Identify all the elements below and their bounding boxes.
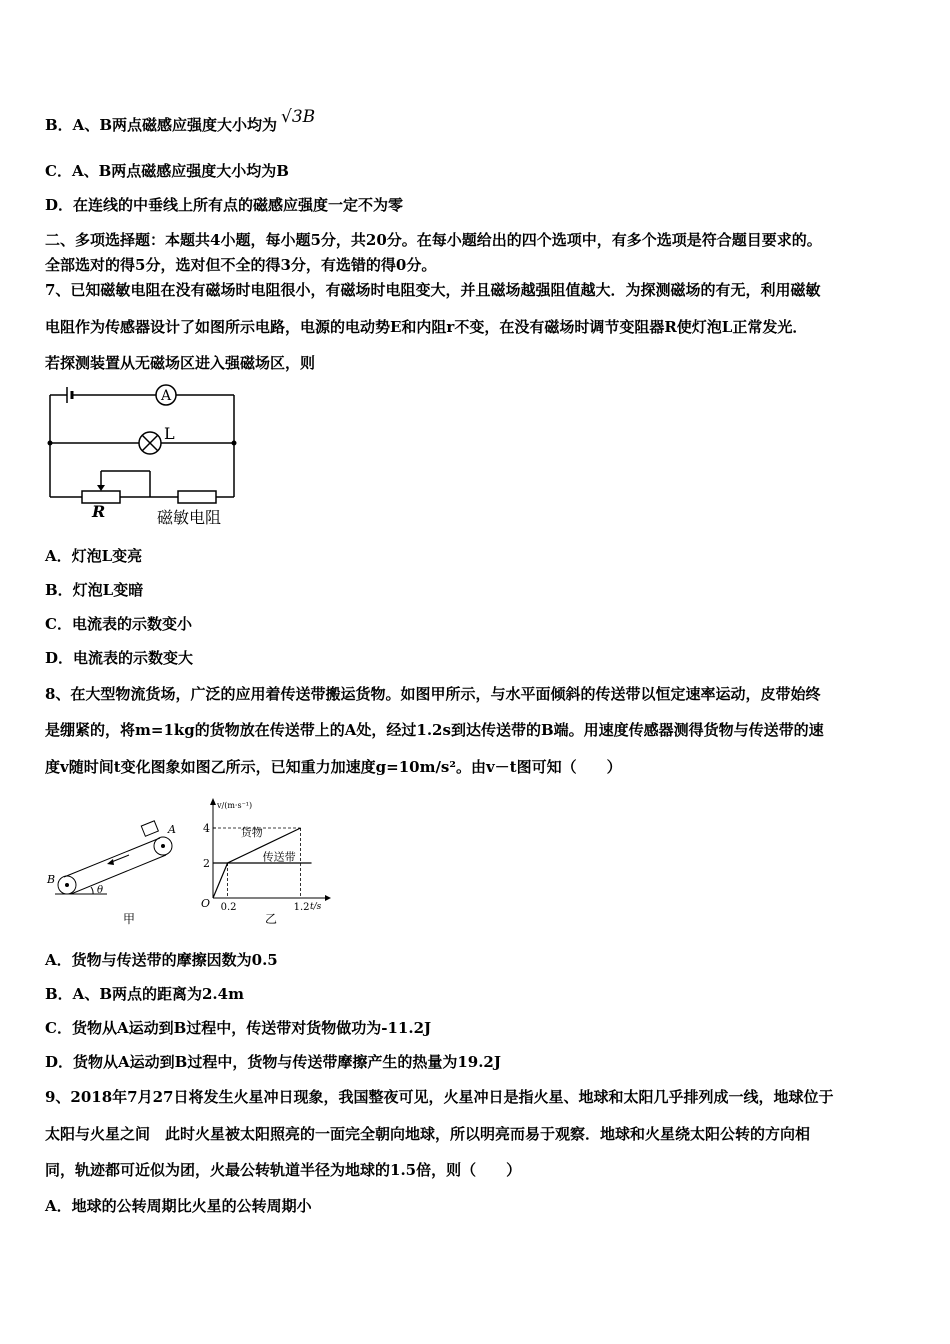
x-tick-label-1: 1.2	[293, 902, 310, 913]
q9-option-a: A．地球的公转周期比火星的公转周期小	[45, 1197, 312, 1215]
q7-option-d: D．电流表的示数变大	[45, 649, 194, 667]
q8-option-c: C．货物从A运动到B过程中，传送带对货物做功为-11.2J	[45, 1019, 432, 1037]
section2-line2: 全部选对的得5分，选对但不全的得3分，有选错的得0分。	[45, 256, 437, 274]
q8-option-d: D．货物从A运动到B过程中，货物与传送带摩擦产生的热量为19.2J	[45, 1053, 501, 1071]
x-tick-label-0: 0.2	[220, 902, 237, 913]
y-tick-label-0: 2	[203, 857, 210, 870]
lamp-label: L	[164, 424, 175, 443]
point-a-label: A	[168, 823, 176, 836]
y-tick-label-1: 4	[203, 822, 210, 835]
q8-line3: 度v随时间t变化图象如图乙所示，已知重力加速度g=10m/s²。由v－t图可知（ ）	[45, 758, 622, 776]
ammeter-label: A	[160, 388, 172, 404]
q6-option-b: B．A、B两点磁感应强度大小均为 √3B	[45, 107, 316, 134]
conveyor-figure	[45, 815, 185, 930]
q7-option-b: B．灯泡L变暗	[45, 581, 144, 599]
q6-option-d: D．在连线的中垂线上所有点的磁感应强度一定不为零	[45, 196, 404, 214]
q8-line1: 8、在大型物流货场，广泛的应用着传送带搬运货物。如图甲所示，与水平面倾斜的传送带以恒定速率运动，皮带始终	[45, 685, 821, 703]
theta-label: θ	[97, 885, 104, 896]
point-b-label: B	[47, 873, 56, 886]
q7-option-a: A．灯泡L变亮	[45, 547, 143, 565]
sqrt3-formula: √3B	[281, 107, 316, 127]
origin-label: O	[201, 897, 211, 910]
q7-line2: 电阻作为传感器设计了如图所示电路，电源的电动势E和内阻r不变，在没有磁场时调节变阻器R使灯泡L正常发光．	[45, 318, 808, 336]
q9-line1: 9、2018年7月27日将发生火星冲日现象，我国整夜可见，火星冲日是指火星、地球和太阳几乎排列成一线，地球位于	[45, 1088, 834, 1106]
figure-yi-caption: 乙	[265, 912, 278, 926]
q8-option-a: A．货物与传送带的摩擦因数为0.5	[45, 951, 278, 969]
q9-line2: 太阳与火星之间 此时火星被太阳照亮的一面完全朝向地球，所以明亮而易于观察．地球和火星绕太阳公转的方向相	[45, 1125, 811, 1143]
q8-option-b: B．A、B两点的距离为2.4m	[45, 985, 244, 1003]
series-label-1: 传送带	[262, 850, 296, 864]
section2-line1: 二、多项选择题：本题共4小题，每小题5分，共20分。在每小题给出的四个选项中，有多个选项是符合题目要求的。	[45, 231, 822, 249]
y-axis-label: v/(m·s⁻¹)	[217, 801, 253, 810]
vt-chart	[195, 795, 335, 930]
q8-line2: 是绷紧的，将m=1kg的货物放在传送带上的A处，经过1.2s到达传送带的B端。用速度传感器测得货物与传送带的速	[45, 721, 824, 739]
q9-line3: 同，轨迹都可近似为团，火最公转轨道半径为地球的1.5倍，则（ ）	[45, 1161, 522, 1179]
q7-line1: 7、已知磁敏电阻在没有磁场时电阻很小，有磁场时电阻变大，并且磁场越强阻值越大．为探测磁场的有无，利用磁敏	[45, 281, 821, 299]
q7-option-c: C．电流表的示数变小	[45, 615, 192, 633]
x-axis-label: t/s	[310, 902, 322, 912]
figure-jia-caption: 甲	[123, 912, 136, 926]
sensor-label: 磁敏电阻	[157, 508, 222, 527]
rheostat-label: R	[92, 502, 106, 521]
q7-line3: 若探测装置从无磁场区进入强磁场区，则	[45, 354, 316, 372]
q6-option-c: C．A、B两点磁感应强度大小均为B	[45, 162, 289, 180]
series-label-0: 货物	[240, 825, 263, 839]
circuit-diagram	[40, 383, 250, 533]
